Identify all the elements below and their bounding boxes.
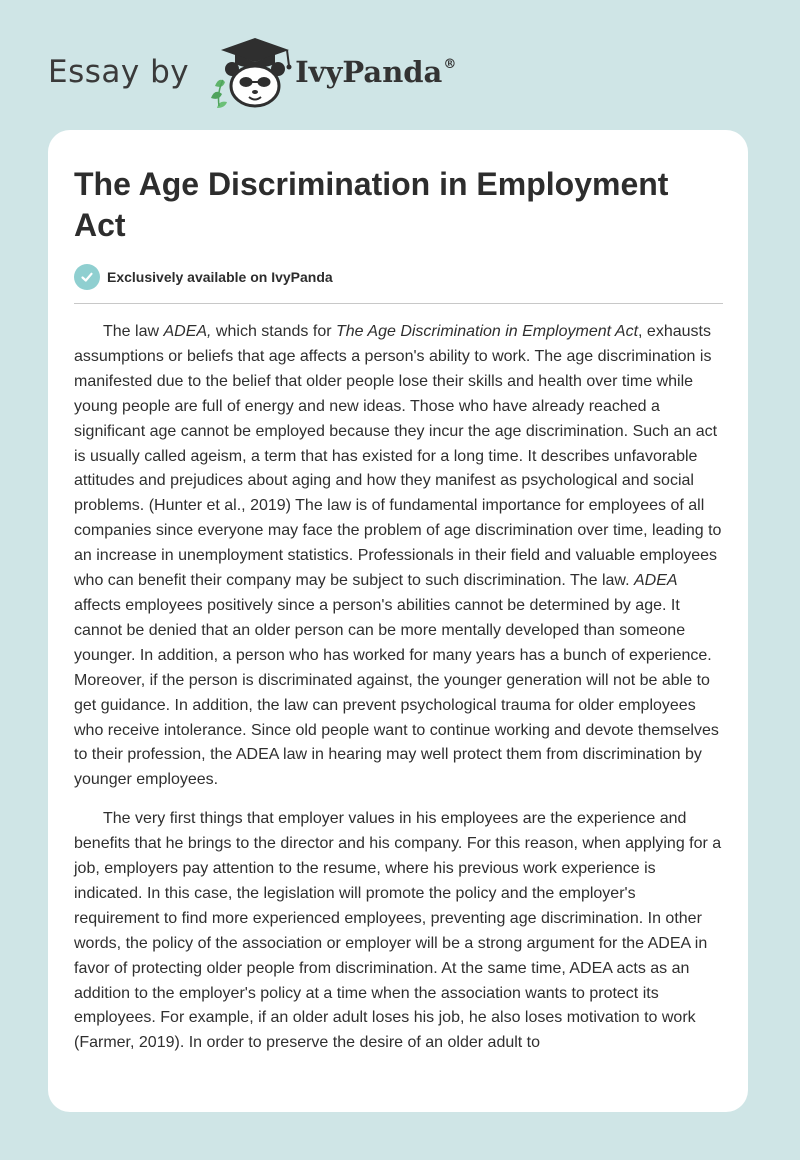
article-body <box>74 320 724 1056</box>
paragraph: The very first things that employer values in his employees are the experience and benefits that he brings to the director and his company. For this reason, when applying for a job, employers pay attention to the resume, where his previous work experience is indicated. In this case, the legislation will promote the policy and the employer's requirement to find more experienced employees, preventing age discrimination. In other words, the policy of the association or employer will be a strong argument for the ADEA in favor of protecting older people from discrimination. At the same time, ADEA acts as an addition to the employer's policy at a time when the association wants to protect its employees. For example, if an older adult loses his job, he also loses motivation to work (Farmer, 2019). In order to preserve the desire of an older adult to <box>74 810 722 1052</box>
page-title: The Age Discrimination in Employment Act <box>74 166 669 243</box>
divider <box>74 303 723 304</box>
paragraph: The law ADEA, which stands for The Age Discrimination in Employment Act, exhausts assumptions or beliefs that age affects a person's ability to work. The age discrimination is manifested due to the belief that older people lose their skills and health over time while young people are full of energy and new ideas. Those who have already reached a significant age cannot be employed because they incur the age discrimination. Such an act is usually called ageism, a term that has existed for a long time. It describes unfavorable attitudes and prejudices about aging and how they manifest as psychological and social problems. (Hunter et al., 2019) The law is of fundamental importance for employees of all companies since everyone may face the problem of age discrimination over time, leading to an increase in unemployment statistics. Professionals in their field and valuable employees who can benefit their company may be subject to such discrimination. The law. ADEA affects employees positively since a person's abilities cannot be determined by age. It cannot be denied that an older person can be more mentally developed than someone younger. In addition, a person who has worked for many years has a bunch of experience. Moreover, if the person is discriminated against, the younger generation will not be able to get guidance. In addition, the law can prevent psychological trauma for older employees who receive intolerance. Since old people want to continue working and devote themselves to their profession, the ADEA law in hearing may well protect them from discrimination by younger employees. <box>74 323 722 789</box>
exclusive-badge <box>74 264 333 290</box>
brand-name: IvyPanda® <box>295 55 457 89</box>
brand-header <box>48 36 468 108</box>
panda-logo-icon <box>203 36 295 108</box>
check-icon <box>74 264 100 290</box>
article-card <box>48 130 748 1112</box>
badge-text: Exclusively available on IvyPanda <box>107 269 333 285</box>
brand-prefix: Essay by <box>48 54 190 90</box>
